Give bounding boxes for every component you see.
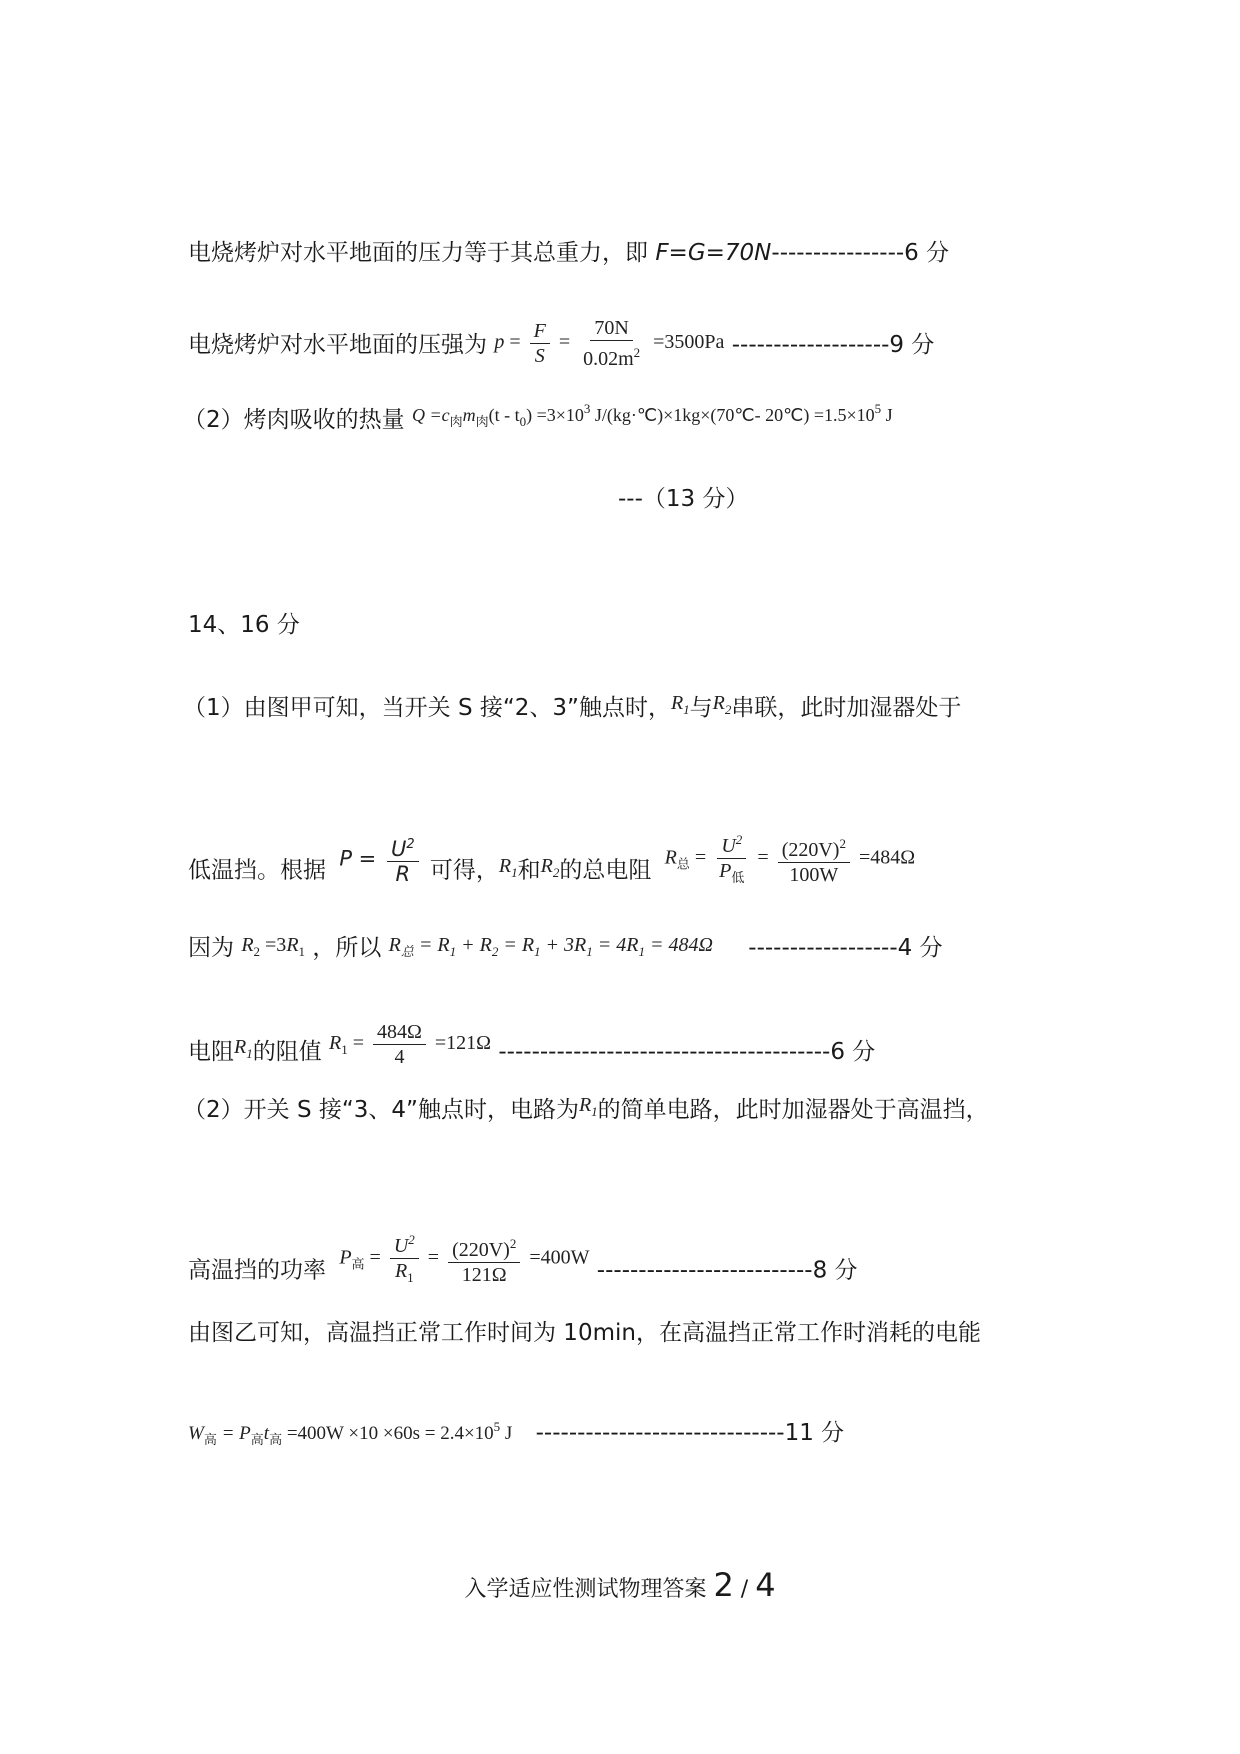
- formula-total-sum: $R_总 = R_1 + R_2 = R_1 + 3R_1 = 4R_1 = 484\Omega$: [388, 934, 713, 959]
- symbol-r1: $R_1$: [670, 692, 690, 717]
- line-r1-value: 电阻$R_1$的阻值 $R_1$ = $\frac{484\Omega}{4}$ =121Ω ----------------------------------------6 分: [188, 1021, 876, 1068]
- score-mark: ----------------6 分: [771, 240, 950, 266]
- line-switch-high: （2）开关 S 接“3、4”触点时，电路为$R_1$的简单电路，此时加湿器处于高温挡，: [183, 1094, 989, 1123]
- formula-pressure: p = $\frac{F}{S}$ = $\frac{70N}{0.02m^2}$ =3500Pa: [494, 317, 725, 370]
- line-energy-intro: 由图乙可知，高温挡正常工作时间为 10min，在高温挡正常工作时消耗的电能: [188, 1320, 981, 1346]
- page-footer: 入学适应性测试物理答案 2 / 4: [464, 1566, 776, 1604]
- line-energy: [188, 1412, 844, 1455]
- score-mark: -------------------9 分: [731, 332, 935, 359]
- score-mark: ------------------------------11 分: [535, 1420, 845, 1446]
- page-number: 2: [713, 1566, 734, 1604]
- formula-heat: $Q =c_肉m_肉(t - t_0) =3\times 10^3$ J/(kg·℃)×1kg×(70℃- 20℃) $=1.5\times 10^5$ J: [411, 401, 893, 429]
- score-mark: --------------------------8 分: [596, 1257, 858, 1284]
- page-total: 4: [755, 1566, 776, 1604]
- line-series-sum: 因为 $R_2 =3R_1$ ，所以 $R_总 = R_1 + R_2 = R_1 + 3R_1 = 4R_1 = 484\Omega$ ------------------4 分: [188, 930, 943, 967]
- line-heat: （2）烤肉吸收的热量 $Q =c_肉m_肉(t - t_0) =3\times 10^3$ J/(kg·℃)×1kg×(70℃- 20℃) $=1.5\times 10^5$ J: [183, 394, 893, 437]
- question-14-title: 14、16 分: [188, 612, 300, 638]
- formula-high-power: $P_高$ = $\frac{U^2}{R_1}$ = $\frac{(220V)^2}{121\Omega}$ =400W: [339, 1228, 589, 1290]
- formula-power: P = $\frac{U^2}{R}$: [339, 833, 422, 886]
- formula-energy: $W_高 = P_高t_高 =400W \times 10 \times 60s = 2.4\times 10^5$ J: [188, 1419, 513, 1447]
- score-mark-13: ---（13 分）: [618, 486, 749, 512]
- line-switch-low: （1）由图甲可知，当开关 S 接“2、3”触点时，$R_1$与$R_2$串联，此时加湿器处于: [183, 688, 961, 725]
- line-pressure: 电烧烤炉对水平地面的压强为 p = $\frac{F}{S}$ = $\frac{70N}{0.02m^2}$ =3500Pa -------------------9 分: [188, 317, 935, 370]
- line-pressure-force: 电烧烤炉对水平地面的压力等于其总重力，即 F=G=70N----------------6 分: [188, 240, 950, 266]
- formula-total-resistance: $R_总$ = $\frac{U^2}{P_低}$ = $\frac{(220V)^2}{100W}$ =484Ω: [665, 828, 915, 890]
- score-mark: ----------------------------------------6 分: [498, 1039, 876, 1066]
- formula-force: F=G=70N: [655, 240, 772, 266]
- symbol-r2: $R_2$: [712, 692, 732, 717]
- formula-r2-eq-3r1: $R_2 =3R_1$: [241, 934, 306, 959]
- formula-r1: $R_1$ = $\frac{484\Omega}{4}$ =121Ω: [329, 1021, 492, 1068]
- score-mark: ------------------4 分: [748, 935, 943, 961]
- line-high-power: 高温挡的功率 $P_高$ = $\frac{U^2}{R_1}$ = $\frac{(220V)^2}{121\Omega}$ =400W --------------------------8 分: [188, 1228, 858, 1290]
- line-low-resistance: 低温挡。根据 P = $\frac{U^2}{R}$ 可得，$R_1$和$R_2$的总电阻 $R_总$ = $\frac{U^2}{P_低}$ = $\frac{(220V)^2}{100W}$ =484Ω: [188, 828, 915, 890]
